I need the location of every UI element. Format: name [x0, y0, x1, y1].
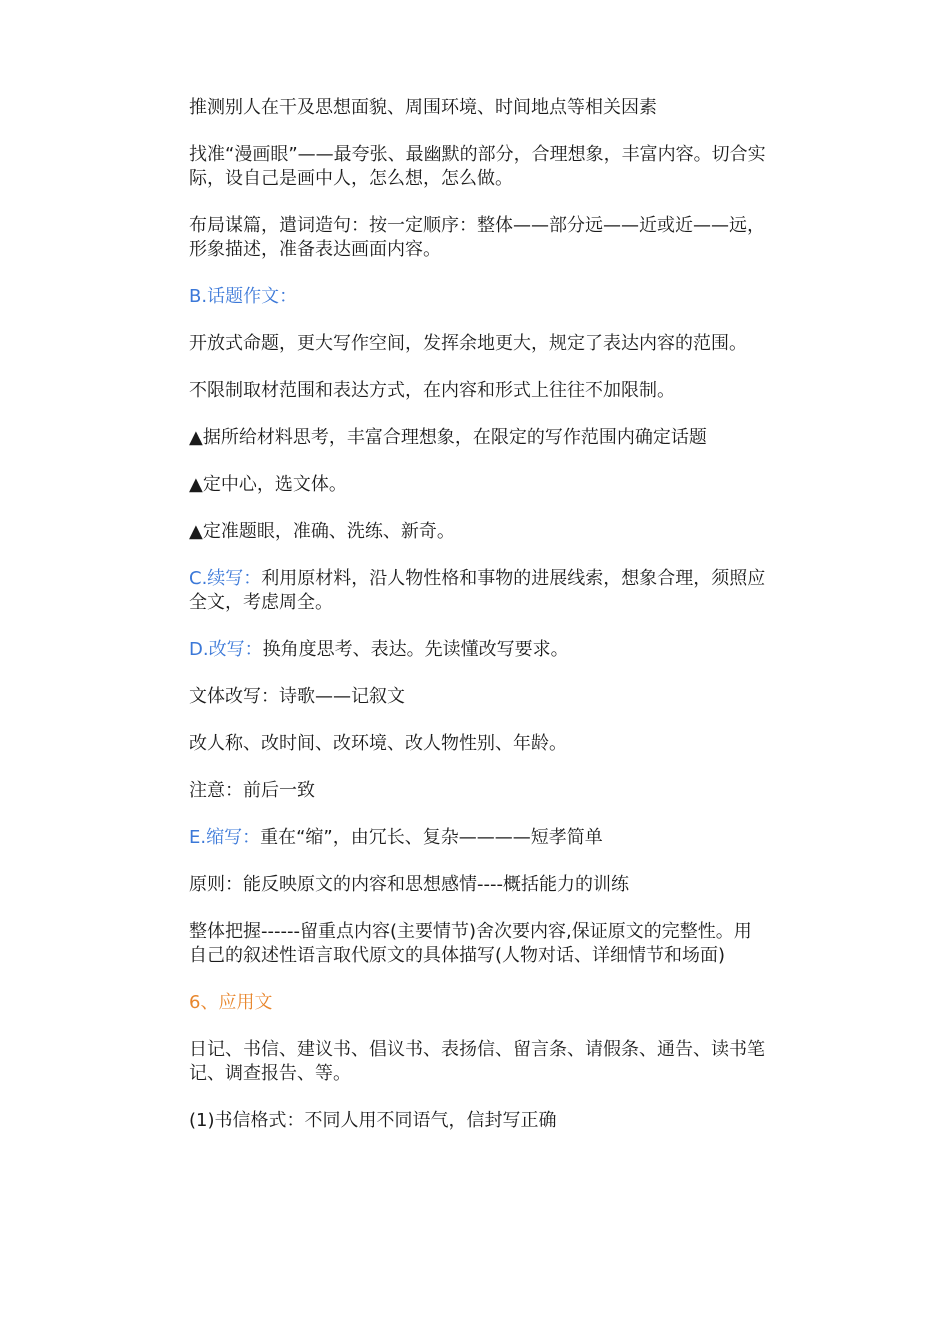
section-d: [189, 638, 769, 662]
paragraph-text: (1)书信格式：不同人用不同语气，信封写正确: [189, 1110, 557, 1131]
paragraph-text: 改人称、改时间、改环境、改人物性别、年龄。: [189, 733, 567, 754]
paragraph-2: [189, 143, 769, 191]
paragraph-text: 找准“漫画眼”——最夸张、最幽默的部分，合理想象，丰富内容。切合实际，设自己是画中人，怎么想，怎么做。: [189, 144, 766, 189]
paragraph-1: [189, 96, 769, 120]
paragraph-14: [189, 779, 769, 803]
paragraph-text: 不限制取材范围和表达方式，在内容和形式上往往不加限制。: [189, 380, 675, 401]
paragraph-3: [189, 214, 769, 262]
section-label: D.改写：: [189, 639, 263, 660]
section-heading-b: [189, 285, 769, 309]
paragraph-20: [189, 1109, 769, 1133]
paragraph-5: [189, 332, 769, 356]
paragraph-16: [189, 873, 769, 897]
paragraph-text: 换角度思考、表达。先读懂改写要求。: [262, 639, 569, 660]
section-heading: 6、应用文: [189, 992, 273, 1013]
paragraph-text: 利用原材料，沿人物性格和事物的进展线索，想象合理，须照应全文，考虑周全。: [189, 568, 766, 613]
paragraph-19: [189, 1038, 769, 1086]
section-label: B.话题作文：: [189, 286, 298, 307]
paragraph-text: 推测别人在干及思想面貌、周围环境、时间地点等相关因素: [189, 97, 657, 118]
paragraph-13: [189, 732, 769, 756]
section-e: [189, 826, 769, 850]
paragraph-12: [189, 685, 769, 709]
paragraph-text: 日记、书信、建议书、倡议书、表扬信、留言条、请假条、通告、读书笔记、调查报告、等。: [189, 1039, 765, 1084]
paragraph-17: [189, 920, 769, 968]
paragraph-text: ▲据所给材料思考，丰富合理想象，在限定的写作范围内确定话题: [189, 427, 707, 448]
paragraph-text: 布局谋篇，遣词造句：按一定顺序：整体——部分远——近或近——远，形象描述，准备表达画面内容。: [189, 215, 765, 260]
bullet-item-3: [189, 520, 769, 544]
paragraph-text: 整体把握------留重点内容(主要情节)舍次要内容,保证原文的完整性。用自己的叙述性语言取代原文的具体描写(人物对话、详细情节和场面): [189, 921, 752, 966]
paragraph-text: ▲定准题眼，准确、洗练、新奇。: [189, 521, 455, 542]
bullet-item-2: [189, 473, 769, 497]
paragraph-text: 开放式命题，更大写作空间，发挥余地更大，规定了表达内容的范围。: [189, 333, 747, 354]
section-c: [189, 567, 769, 615]
paragraph-text: 原则：能反映原文的内容和思想感情----概括能力的训练: [189, 874, 629, 895]
paragraph-text: ▲定中心，选文体。: [189, 474, 347, 495]
document-body: [189, 96, 769, 1156]
section-label: E.缩写：: [189, 827, 261, 848]
section-heading-6: [189, 991, 769, 1015]
paragraph-text: 文体改写：诗歌——记叙文: [189, 686, 405, 707]
paragraph-text: 注意：前后一致: [189, 780, 315, 801]
paragraph-6: [189, 379, 769, 403]
paragraph-text: 重在“缩”，由冗长、复杂————短孝简单: [260, 827, 603, 848]
bullet-item-1: [189, 426, 769, 450]
section-label: C.续写：: [189, 568, 262, 589]
